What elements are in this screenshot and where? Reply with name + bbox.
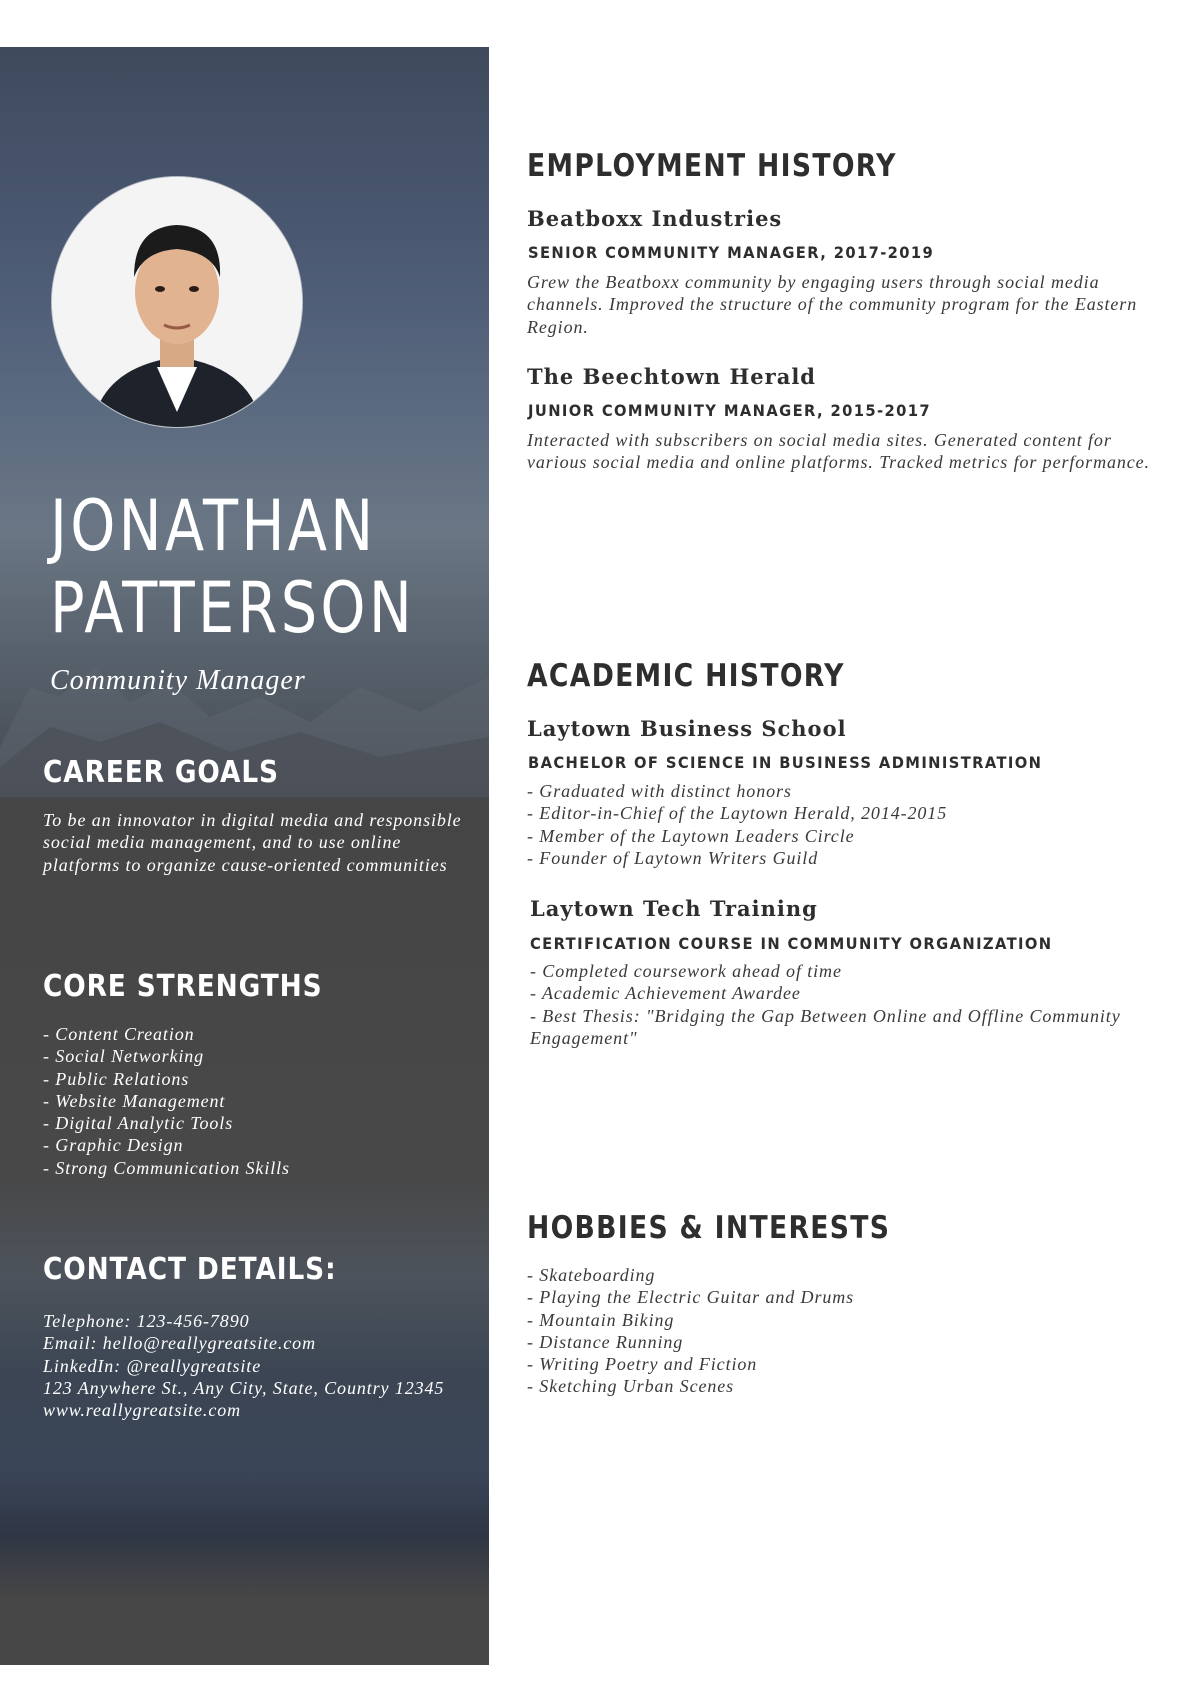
list-item: - Member of the Laytown Leaders Circle bbox=[527, 825, 855, 846]
academic-heading: ACADEMIC HISTORY bbox=[527, 658, 845, 694]
contact-email: Email: hello@reallygreatsite.com bbox=[43, 1333, 316, 1354]
job-description: Grew the Beatboxx community by engaging users through social media channels. Improved the structure of the community program for the Eastern Region. bbox=[527, 272, 1138, 337]
sidebar bbox=[0, 47, 489, 1665]
name-last: PATTERSON bbox=[50, 567, 416, 649]
list-item: - Playing the Electric Guitar and Drums bbox=[527, 1287, 855, 1308]
school-details bbox=[530, 960, 1170, 1049]
list-item: - Digital Analytic Tools bbox=[43, 1113, 234, 1134]
list-item: - Sketching Urban Scenes bbox=[527, 1376, 735, 1397]
list-item: - Website Management bbox=[43, 1090, 226, 1111]
list-item: - Completed coursework ahead of time bbox=[530, 961, 842, 981]
core-strengths-list bbox=[43, 1023, 463, 1179]
list-item: - Writing Poetry and Fiction bbox=[527, 1354, 758, 1375]
school-details bbox=[527, 780, 1167, 869]
list-item: - Best Thesis: "Bridging the Gap Between Online and Offline Community Engagement" bbox=[530, 1005, 1121, 1048]
list-item: - Mountain Biking bbox=[527, 1309, 675, 1330]
profile-photo bbox=[52, 177, 302, 427]
contact-heading: CONTACT DETAILS: bbox=[43, 1252, 337, 1287]
list-item: - Social Networking bbox=[43, 1046, 205, 1067]
list-item: - Academic Achievement Awardee bbox=[530, 983, 801, 1004]
employer-name: The Beechtown Herald bbox=[527, 364, 816, 389]
list-item: - Editor-in-Chief of the Laytown Herald, 2014-2015 bbox=[527, 803, 948, 824]
name-first: JONATHAN bbox=[50, 485, 377, 567]
full-name bbox=[50, 485, 416, 649]
contact-linkedin: LinkedIn: @reallygreatsite bbox=[43, 1355, 262, 1376]
list-item: - Graduated with distinct honors bbox=[527, 781, 792, 801]
list-item: - Distance Running bbox=[527, 1331, 684, 1352]
school-name: Laytown Business School bbox=[527, 716, 847, 741]
job-role: JUNIOR COMMUNITY MANAGER, 2015-2017 bbox=[528, 401, 931, 420]
list-item: - Skateboarding bbox=[527, 1265, 656, 1285]
career-goals-text: To be an innovator in digital media and responsible social media management, and to use online platforms to organize cause-oriented communities bbox=[43, 810, 462, 875]
contact-address: 123 Anywhere St., Any City, State, Country 12345 bbox=[43, 1377, 445, 1398]
list-item: - Strong Communication Skills bbox=[43, 1157, 290, 1178]
contact-list bbox=[43, 1310, 463, 1421]
list-item: - Founder of Laytown Writers Guild bbox=[527, 847, 819, 868]
job-title: Community Manager bbox=[50, 665, 306, 696]
degree: BACHELOR OF SCIENCE IN BUSINESS ADMINISTRATION bbox=[528, 753, 1043, 772]
core-strengths-heading: CORE STRENGTHS bbox=[43, 969, 323, 1004]
hobbies-heading: HOBBIES & INTERESTS bbox=[527, 1210, 891, 1246]
career-goals-heading: CAREER GOALS bbox=[43, 755, 279, 790]
school-name: Laytown Tech Training bbox=[530, 896, 818, 921]
employment-heading: EMPLOYMENT HISTORY bbox=[527, 148, 897, 184]
hobbies-list bbox=[527, 1264, 1167, 1398]
list-item: - Content Creation bbox=[43, 1024, 195, 1044]
contact-website: www.reallygreatsite.com bbox=[43, 1400, 242, 1421]
degree: CERTIFICATION COURSE IN COMMUNITY ORGANIZATION bbox=[530, 934, 1053, 953]
contact-telephone: Telephone: 123-456-7890 bbox=[43, 1311, 250, 1331]
list-item: - Public Relations bbox=[43, 1068, 190, 1089]
job-description: Interacted with subscribers on social media sites. Generated content for various social media and online platforms. Tracked metrics for performance. bbox=[527, 430, 1150, 473]
job-role: SENIOR COMMUNITY MANAGER, 2017-2019 bbox=[528, 243, 935, 262]
employer-name: Beatboxx Industries bbox=[527, 206, 783, 231]
list-item: - Graphic Design bbox=[43, 1135, 184, 1156]
